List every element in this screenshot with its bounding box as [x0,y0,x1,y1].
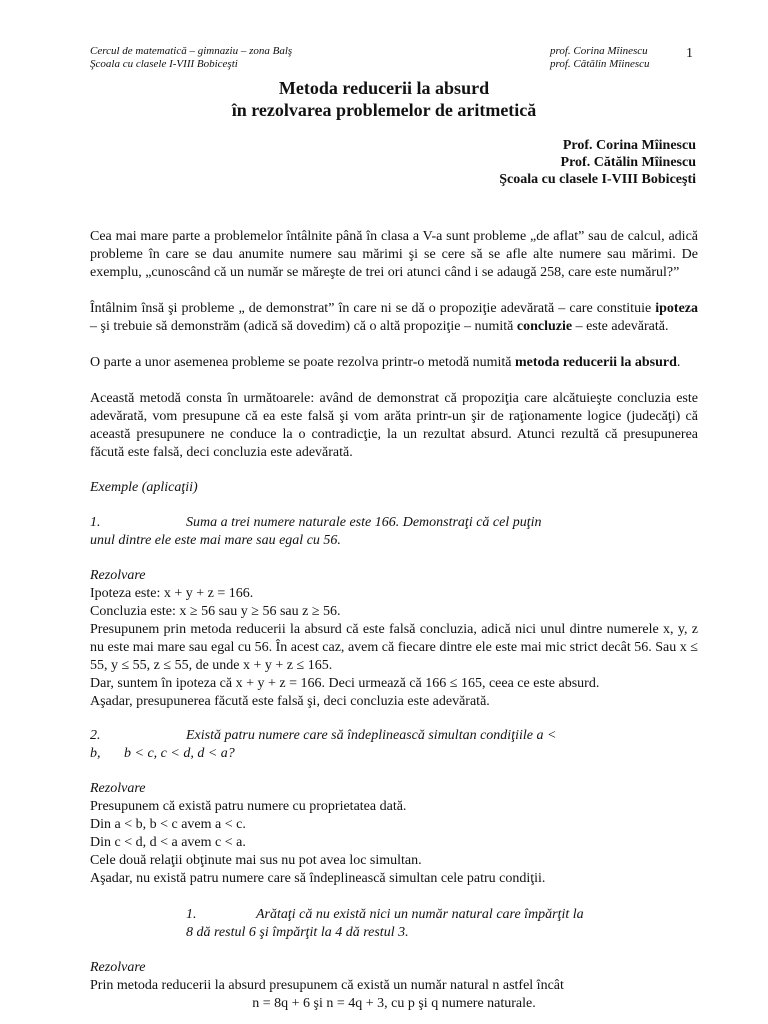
intro-paragraph-1: Cea mai mare parte a problemelor întâlnite până în clasa a V-a sunt probleme „de aflat” sau de calcul, adică probleme în care se dau anumite numere sau mărimi şi se cere să se afle alte numere sau mărimi. De exemplu, „cunoscând că un număr se măreşte de trei ori atunci când i se adaugă 258, care este numărul?” [90,229,698,280]
example-1-line-3: Presupunem prin metoda reducerii la absurd că este falsă concluzia, adică nici unul dintre numerele x, y, z nu este mai mare sau egal cu 56. În acest caz, avem că fiecare dintre ele este mai mic strict decât 56. Sau x ≤ 55, y ≤ 55, z ≤ 55, de unde x + y + z ≤ 165. [90,622,698,673]
header-left-line1: Cercul de matematică – gimnaziu – zona Balş [90,45,293,57]
example-2-line-4: Cele două relaţii obţinute mai sus nu pot avea loc simultan. [90,853,422,868]
example-1-line-4: Dar, suntem în ipoteza că x + y + z = 166. Deci urmează că 166 ≤ 165, ceea ce este absurd. [90,676,600,691]
header-right-line1: prof. Corina Mîinescu [550,45,648,57]
header-right-line2: prof. Cătălin Mîinescu [550,58,650,70]
document-title-line1: Metoda reducerii la absurd [278,78,490,98]
example-3-rezolvare-heading: Rezolvare [90,960,146,975]
intro-paragraph-4: Această metodă consta în următoarele: având de demonstrat că propoziţia care alcătuieşte concluzia este adevărată, vom presupune că ea este falsă şi vom arăta printr-un şir de raţionamente logice (judecăţi) că această presupunere ne conduce la o contradicţie, la un rezultat absurd. Atunci rezultă că presupunerea făcută este falsă, deci concluzia este adevărată. [90,391,698,460]
example-3-statement-line2: 8 dă restul 6 şi împărţit la 4 dă restul 3. [186,925,409,940]
example-2-number: 2. [90,728,101,743]
example-1-line-2: Concluzia este: x ≥ 56 sau y ≥ 56 sau z ≥ 56. [90,604,341,619]
header-left [90,45,292,71]
example-2-line-2: Din a < b, b < c avem a < c. [90,817,246,832]
example-2-statement-line2a: b, [90,746,101,761]
example-1-statement-line1: Suma a trei numere naturale este 166. Demonstraţi că cel puţin [186,515,542,530]
example-3-line-2: n = 8q + 6 şi n = 4q + 3, cu p şi q numere naturale. [252,996,536,1011]
header-right [550,45,650,71]
example-3-line-1: Prin metoda reducerii la absurd presupunem că există un număr natural n astfel încât [90,978,564,993]
intro-p2-text-e: – este adevărată. [572,319,669,334]
example-3-number: 1. [186,907,197,922]
example-2-line-3: Din c < d, d < a avem c < a. [90,835,246,850]
document-title-line2: în rezolvarea problemelor de aritmetică [231,100,537,120]
example-1-number: 1. [90,515,101,530]
example-2-rezolvare-heading: Rezolvare [90,781,146,796]
example-3-statement-line1: Arătaţi că nu există nici un număr natural care împărţit la [256,907,584,922]
page-number: 1 [686,46,693,61]
example-2-statement-line1: Există patru numere care să îndeplinească simultan condiţiile a < [186,728,557,743]
example-1-statement-line2: unul dintre ele este mai mare sau egal cu 56. [90,533,341,548]
term-concluzie: concluzie [516,319,573,334]
author-block [499,137,696,188]
header-left-line2: Şcoala cu clasele I-VIII Bobiceşti [90,58,238,70]
example-2-line-5: Aşadar, nu există patru numere care să îndeplinească simultan cele patru condiţii. [90,871,546,886]
author-line2: Prof. Cătălin Mîinescu [560,155,696,170]
example-2-statement-line2b: b < c, c < d, d < a? [124,746,235,761]
examples-heading: Exemple (aplicaţii) [90,480,198,495]
intro-p2-text-c: – şi trebuie să demonstrăm (adică să dovedim) că o altă propoziţie – numită [90,319,517,334]
term-metoda-reducerii: metoda reducerii la absurd [515,355,677,370]
intro-p3-text-a: O parte a unor asemenea probleme se poate rezolva printr-o metodă numită [90,355,515,370]
intro-p2-text-a: Întâlnim însă şi probleme „ de demonstrat” în care ni se dă o propoziţie adevărată – care constituie [90,301,656,316]
author-line3: Şcoala cu clasele I-VIII Bobiceşti [499,172,696,187]
intro-paragraph-2 [90,300,698,336]
example-1-rezolvare-heading: Rezolvare [90,568,146,583]
author-line1: Prof. Corina Mîinescu [562,138,696,153]
example-1-line-1: Ipoteza este: x + y + z = 166. [90,586,254,601]
term-ipoteza: ipoteza [655,301,698,316]
intro-paragraph-3 [90,354,698,372]
intro-p3-text-c: . [676,355,681,370]
example-1-line-5: Aşadar, presupunerea făcută este falsă şi, deci concluzia este adevărată. [90,694,490,709]
example-2-line-1: Presupunem că există patru numere cu proprietatea dată. [90,799,407,814]
